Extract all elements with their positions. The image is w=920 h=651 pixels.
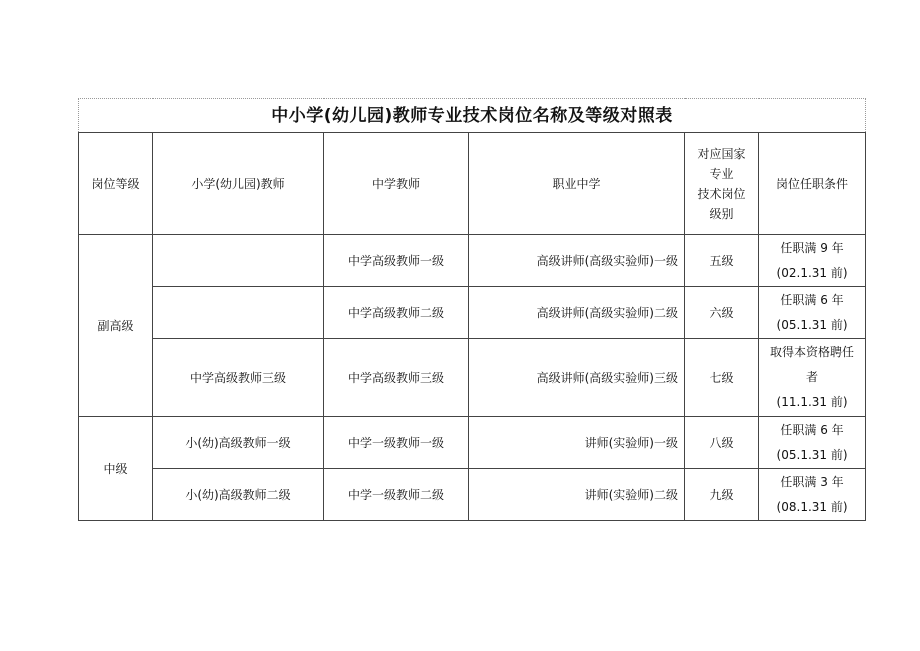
header-condition: 岗位任职条件 bbox=[759, 133, 866, 235]
rank-cell: 九级 bbox=[685, 469, 759, 521]
condition-line: (11.1.31 前) bbox=[776, 395, 848, 409]
condition-line: 者 bbox=[806, 370, 819, 384]
vocational-cell: 高级讲师(高级实验师)一级 bbox=[469, 235, 685, 287]
primary-cell: 小(幼)高级教师一级 bbox=[153, 417, 324, 469]
condition-line: (02.1.31 前) bbox=[776, 265, 848, 280]
condition-line: 任职满 3 年 bbox=[780, 474, 844, 489]
header-middle-teacher: 中学教师 bbox=[324, 133, 469, 235]
condition-line: 任职满 6 年 bbox=[780, 422, 844, 437]
condition-cell bbox=[759, 339, 866, 417]
rank-cell: 八级 bbox=[685, 417, 759, 469]
middle-cell: 中学一级教师二级 bbox=[324, 469, 469, 521]
condition-line: (05.1.31 前) bbox=[776, 317, 848, 332]
header-national-rank bbox=[685, 133, 759, 235]
level-cell: 中级 bbox=[79, 417, 153, 521]
condition-line: (08.1.31 前) bbox=[776, 499, 848, 514]
middle-cell: 中学高级教师二级 bbox=[324, 287, 469, 339]
header-row bbox=[79, 133, 866, 235]
vocational-cell: 讲师(实验师)二级 bbox=[469, 469, 685, 521]
condition-cell bbox=[759, 287, 866, 339]
header-national-rank-line: 专业 bbox=[709, 166, 734, 181]
header-national-rank-line: 技术岗位 bbox=[697, 186, 746, 201]
condition-line: 任职满 6 年 bbox=[780, 292, 844, 307]
middle-cell: 中学高级教师三级 bbox=[324, 339, 469, 417]
header-vocational-school: 职业中学 bbox=[469, 133, 685, 235]
rank-cell: 六级 bbox=[685, 287, 759, 339]
title-row bbox=[79, 99, 866, 133]
middle-cell: 中学高级教师一级 bbox=[324, 235, 469, 287]
vocational-cell: 高级讲师(高级实验师)三级 bbox=[469, 339, 685, 417]
table-row bbox=[79, 469, 866, 521]
primary-cell bbox=[153, 235, 324, 287]
teacher-post-comparison-table bbox=[78, 98, 866, 521]
condition-line: (05.1.31 前) bbox=[776, 447, 848, 462]
table-row bbox=[79, 339, 866, 417]
condition-line: 任职满 9 年 bbox=[780, 240, 844, 255]
rank-cell: 七级 bbox=[685, 339, 759, 417]
table-row bbox=[79, 287, 866, 339]
header-national-rank-line: 对应国家 bbox=[697, 146, 746, 161]
document-page bbox=[78, 98, 865, 521]
header-level: 岗位等级 bbox=[79, 133, 153, 235]
header-national-rank-line: 级别 bbox=[709, 206, 734, 221]
condition-cell bbox=[759, 417, 866, 469]
condition-line: 取得本资格聘任 bbox=[770, 345, 855, 359]
primary-cell: 小(幼)高级教师二级 bbox=[153, 469, 324, 521]
primary-cell bbox=[153, 287, 324, 339]
primary-cell: 中学高级教师三级 bbox=[153, 339, 324, 417]
rank-cell: 五级 bbox=[685, 235, 759, 287]
table-row bbox=[79, 417, 866, 469]
table-title: 中小学(幼儿园)教师专业技术岗位名称及等级对照表 bbox=[79, 99, 866, 133]
vocational-cell: 高级讲师(高级实验师)二级 bbox=[469, 287, 685, 339]
condition-cell bbox=[759, 469, 866, 521]
table-row bbox=[79, 235, 866, 287]
condition-cell bbox=[759, 235, 866, 287]
header-primary-teacher: 小学(幼儿园)教师 bbox=[153, 133, 324, 235]
middle-cell: 中学一级教师一级 bbox=[324, 417, 469, 469]
vocational-cell: 讲师(实验师)一级 bbox=[469, 417, 685, 469]
level-cell: 副高级 bbox=[79, 235, 153, 417]
